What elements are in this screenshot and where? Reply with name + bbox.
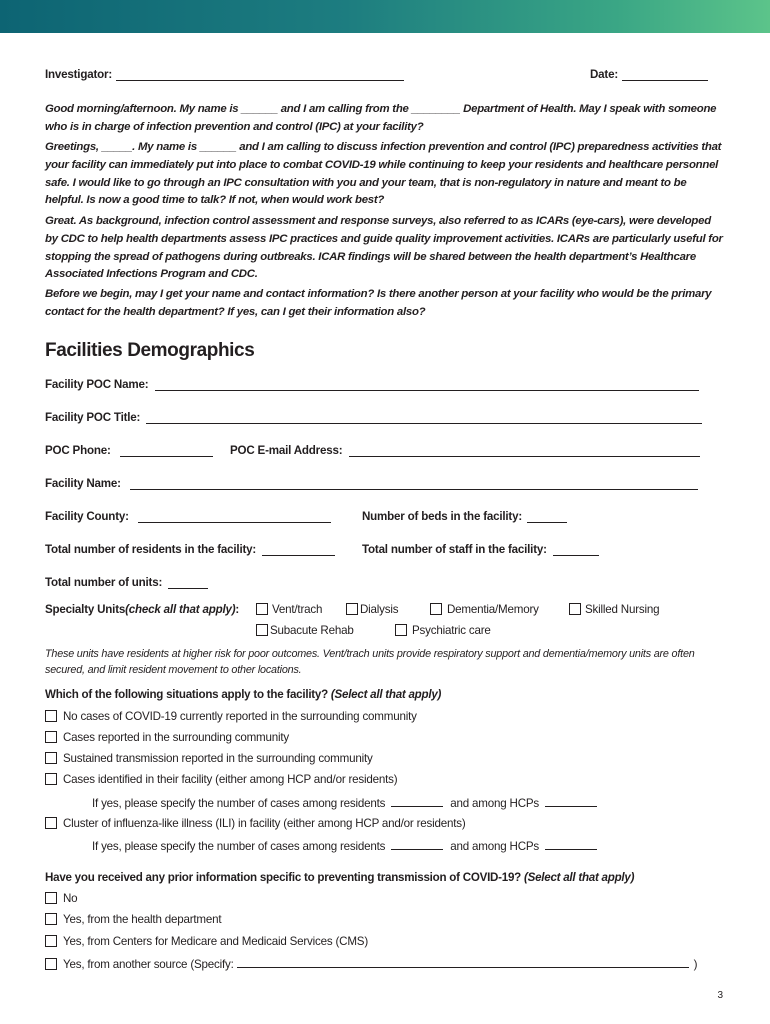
- checkbox[interactable]: [45, 892, 57, 904]
- num-staff-label: Total number of staff in the facility:: [362, 543, 547, 556]
- situations-question-text: Which of the following situations apply to the facility?: [45, 688, 331, 701]
- num-residents-field[interactable]: [262, 544, 335, 556]
- date-row: [590, 68, 708, 81]
- facility-county-label: Facility County:: [45, 510, 129, 523]
- other-source-field[interactable]: [237, 956, 689, 968]
- num-staff-row: [362, 543, 599, 556]
- prior-info-option[interactable]: [45, 913, 221, 926]
- specialty-option-subacute-rehab[interactable]: [256, 624, 354, 637]
- checkbox[interactable]: [256, 624, 268, 636]
- num-units-label: Total number of units:: [45, 576, 163, 589]
- poc-title-row: [45, 411, 702, 424]
- option-label: No: [63, 892, 78, 905]
- specialty-units-label: [45, 603, 239, 616]
- intro-paragraph-1: Good morning/afternoon. My name is ______ and I am calling from the ________ Department of Health. May I speak with someone who is in charge of infection prevention and control (IPC) at your facility?: [45, 103, 717, 133]
- poc-phone-field[interactable]: [120, 445, 213, 457]
- followup-residents-label: If yes, please specify the number of cases among residents: [92, 797, 386, 810]
- checkbox[interactable]: [45, 935, 57, 947]
- specialty-note: These units have residents at higher risk for poor outcomes. Vent/trach units provide respiratory support and dementia/memory units are often secured, and limit resident movement to other locations.: [45, 648, 695, 676]
- specialty-label-note: (check all that apply): [125, 603, 236, 616]
- poc-phone-row: [45, 444, 213, 457]
- close-paren: ): [693, 958, 698, 971]
- hcp-cases-field[interactable]: [545, 795, 597, 807]
- num-residents-row: [45, 543, 335, 556]
- option-label: Subacute Rehab: [270, 624, 354, 637]
- section-title: Facilities Demographics: [45, 340, 255, 361]
- facility-name-label: Facility Name:: [45, 477, 121, 490]
- checkbox[interactable]: [395, 624, 407, 636]
- page-number: 3: [717, 990, 723, 1001]
- poc-name-field[interactable]: [155, 379, 699, 391]
- investigator-field[interactable]: [116, 69, 404, 81]
- date-field[interactable]: [622, 69, 708, 81]
- num-staff-field[interactable]: [553, 544, 599, 556]
- checkbox[interactable]: [45, 752, 57, 764]
- intro-paragraph-4: Before we begin, may I get your name and contact information? Is there another person at your facility who would be the primary contact for the health department? If yes, can I get their information also?: [45, 288, 712, 318]
- option-label: Cases reported in the surrounding community: [63, 731, 289, 744]
- poc-email-row: [230, 444, 700, 457]
- intro-paragraph-3: Great. As background, infection control assessment and response surveys, also referred to as ICARs (eye-cars), were developed by CDC to help health departments assess IPC practices and guide quality improvement activities. ICARs are particularly useful for stopping the spread of pathogens during outbreaks. ICAR findings will be shared between the health department’s Healthcare Associated Infections Program and CDC.: [45, 215, 723, 281]
- option-label: Sustained transmission reported in the surrounding community: [63, 752, 373, 765]
- hcp-ili-field[interactable]: [545, 838, 597, 850]
- num-beds-field[interactable]: [527, 511, 567, 523]
- checkbox[interactable]: [45, 958, 57, 970]
- situations-question-note: (Select all that apply): [330, 688, 442, 701]
- situation-option[interactable]: [45, 731, 289, 744]
- specialty-label-text: Specialty Units: [45, 603, 126, 616]
- specialty-option-dialysis[interactable]: [346, 603, 398, 616]
- checkbox[interactable]: [256, 603, 268, 615]
- checkbox[interactable]: [346, 603, 358, 615]
- option-label: Yes, from another source (Specify:: [63, 958, 234, 971]
- prior-info-option[interactable]: [45, 892, 77, 905]
- option-label: Cluster of influenza-like illness (ILI) in facility (either among HCP and/or residents): [63, 817, 466, 830]
- poc-name-row: [45, 378, 699, 391]
- option-label: Yes, from the health department: [63, 913, 222, 926]
- date-label: Date:: [590, 68, 618, 81]
- followup-hcp-label: and among HCPs: [450, 797, 539, 810]
- checkbox[interactable]: [569, 603, 581, 615]
- situations-question: [45, 688, 441, 701]
- investigator-row: [45, 68, 404, 81]
- num-beds-row: [362, 510, 567, 523]
- situation-option[interactable]: [45, 773, 397, 786]
- num-beds-label: Number of beds in the facility:: [362, 510, 522, 523]
- option-label: Cases identified in their facility (either among HCP and/or residents): [63, 773, 398, 786]
- header-banner: [0, 0, 770, 33]
- prior-info-option[interactable]: [45, 956, 697, 971]
- checkbox[interactable]: [430, 603, 442, 615]
- option-label: Dementia/Memory: [447, 603, 539, 616]
- investigator-label: Investigator:: [45, 68, 112, 81]
- ili-followup-row: [92, 838, 597, 853]
- specialty-option-vent-trach[interactable]: [256, 603, 322, 616]
- prior-info-question-text: Have you received any prior information specific to preventing transmission of COVID-19?: [45, 871, 524, 884]
- num-units-row: [45, 576, 208, 589]
- option-label: Skilled Nursing: [585, 603, 660, 616]
- specialty-label-colon: :: [235, 603, 240, 616]
- facility-name-row: [45, 477, 698, 490]
- poc-title-label: Facility POC Title:: [45, 411, 141, 424]
- prior-info-option[interactable]: [45, 935, 368, 948]
- intro-paragraph-2: Greetings, _____. My name is ______ and I am calling to discuss infection prevention and control (IPC) preparedness activities that your facility can immediately put into place to combat COVID-19 while continuing to keep your residents and healthcare personnel safe. I would like to go through an IPC consultation with you and your team, that is non-regulatory in nature and meant to be helpful. Is now a good time to talk? If not, when would work best?: [45, 141, 722, 207]
- specialty-option-dementia-memory[interactable]: [430, 603, 539, 616]
- followup-residents-label: If yes, please specify the number of cases among residents: [92, 840, 386, 853]
- specialty-option-psychiatric-care[interactable]: [395, 624, 491, 637]
- checkbox[interactable]: [45, 731, 57, 743]
- poc-phone-label: POC Phone:: [45, 444, 111, 457]
- cases-followup-row: [92, 795, 597, 810]
- checkbox[interactable]: [45, 773, 57, 785]
- prior-info-question: [45, 871, 634, 884]
- situation-option[interactable]: [45, 710, 417, 723]
- residents-cases-field[interactable]: [391, 795, 443, 807]
- specialty-option-skilled-nursing[interactable]: [569, 603, 659, 616]
- situation-option[interactable]: [45, 752, 373, 765]
- checkbox[interactable]: [45, 913, 57, 925]
- prior-info-question-note: (Select all that apply): [523, 871, 635, 884]
- poc-email-field[interactable]: [349, 445, 700, 457]
- facility-county-field[interactable]: [138, 511, 331, 523]
- facility-county-row: [45, 510, 331, 523]
- checkbox[interactable]: [45, 710, 57, 722]
- option-label: Vent/trach: [272, 603, 323, 616]
- option-label: Psychiatric care: [412, 624, 491, 637]
- poc-name-label: Facility POC Name:: [45, 378, 149, 391]
- poc-email-label: POC E-mail Address:: [230, 444, 343, 457]
- poc-title-field[interactable]: [146, 412, 702, 424]
- option-label: Yes, from Centers for Medicare and Medicaid Services (CMS): [63, 935, 368, 948]
- residents-ili-field[interactable]: [391, 838, 443, 850]
- option-label: Dialysis: [360, 603, 399, 616]
- num-units-field[interactable]: [168, 577, 208, 589]
- facility-name-field[interactable]: [130, 478, 698, 490]
- option-label: No cases of COVID-19 currently reported in the surrounding community: [63, 710, 417, 723]
- situation-option[interactable]: [45, 817, 466, 830]
- checkbox[interactable]: [45, 817, 57, 829]
- followup-hcp-label: and among HCPs: [450, 840, 539, 853]
- num-residents-label: Total number of residents in the facility:: [45, 543, 257, 556]
